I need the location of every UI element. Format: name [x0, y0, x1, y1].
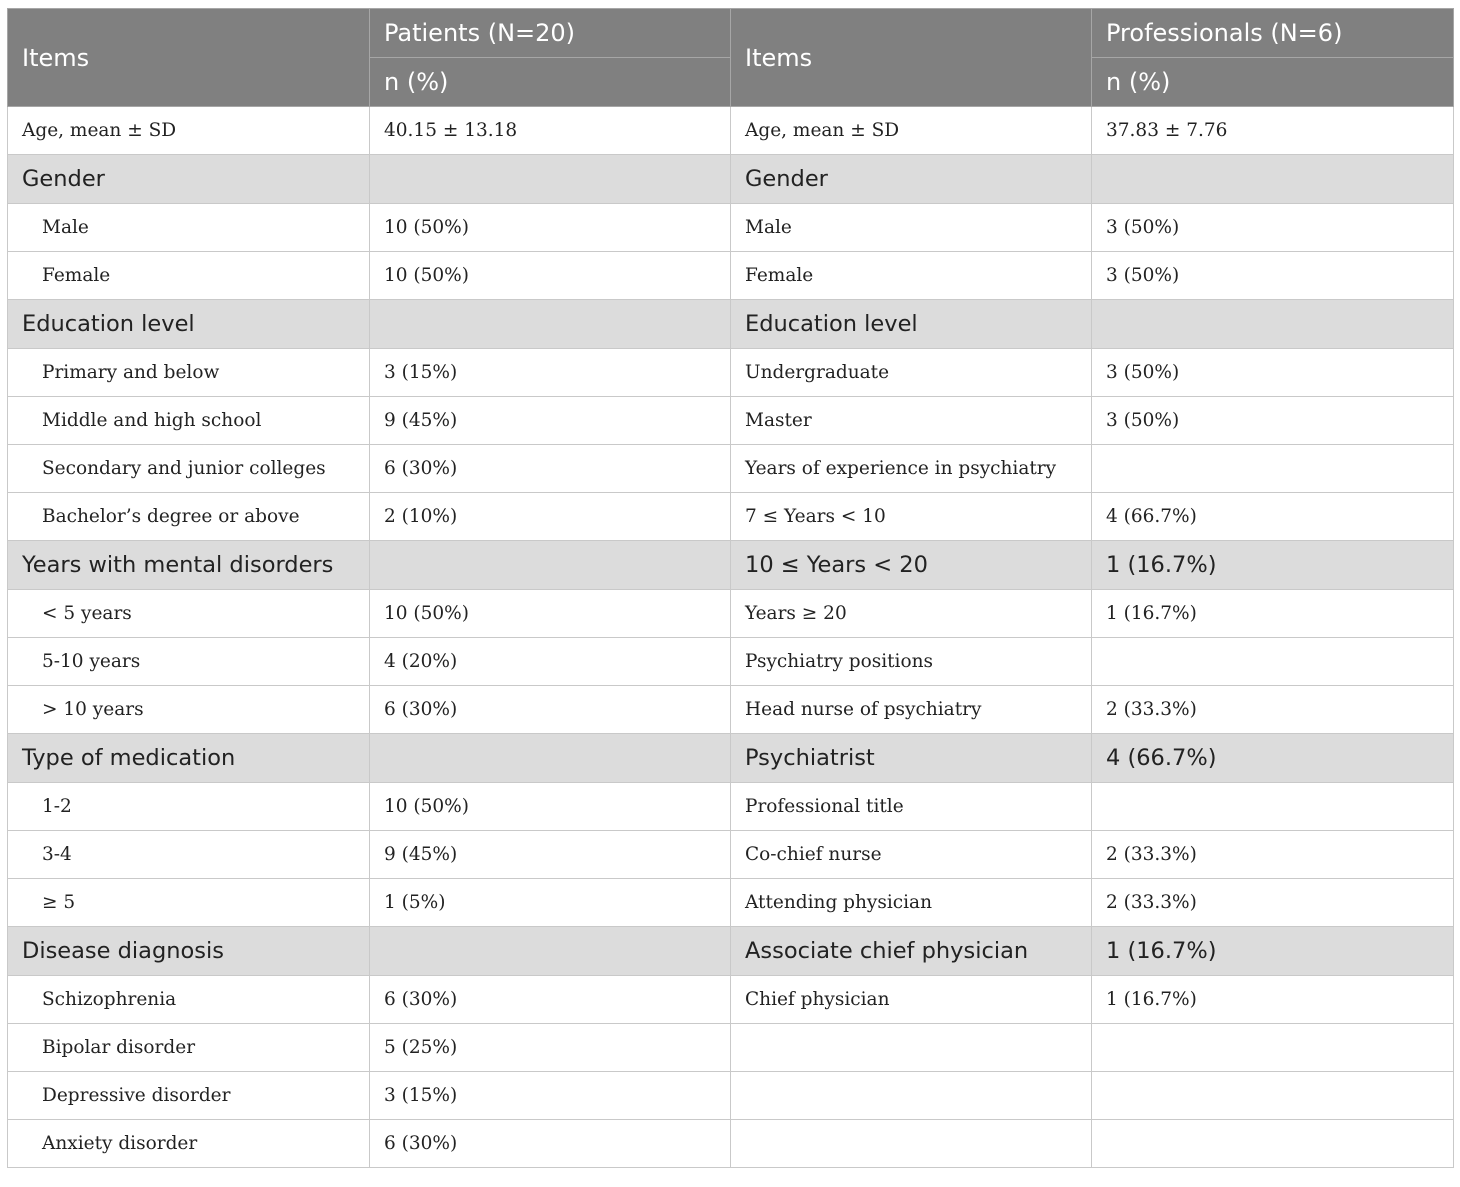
cell-patient-value [370, 155, 731, 204]
cell-professional-item: Age, mean ± SD [731, 107, 1092, 155]
cell-patient-item: Education level [8, 300, 370, 349]
cell-professional-item: Gender [731, 155, 1092, 204]
cell-professional-item [731, 1072, 1092, 1120]
cell-professional-value: 1 (16.7%) [1092, 541, 1454, 590]
cell-patient-item: ≥ 5 [8, 879, 370, 927]
cell-patient-item: 1-2 [8, 783, 370, 831]
cell-professional-value [1092, 445, 1454, 493]
cell-patient-value: 6 (30%) [370, 686, 731, 734]
table-row [8, 1120, 1454, 1168]
cell-patient-item: Years with mental disorders [8, 541, 370, 590]
cell-patient-value [370, 541, 731, 590]
cell-professional-value [1092, 1072, 1454, 1120]
table-row [8, 686, 1454, 734]
table-row [8, 1072, 1454, 1120]
cell-patient-value: 6 (30%) [370, 1120, 731, 1168]
cell-professional-value [1092, 1120, 1454, 1168]
header-professionals-n-pct: n (%) [1092, 58, 1454, 107]
cell-patient-item: Middle and high school [8, 397, 370, 445]
cell-patient-item: 3-4 [8, 831, 370, 879]
table-header [8, 9, 1454, 107]
cell-professional-value: 37.83 ± 7.76 [1092, 107, 1454, 155]
cell-patient-value: 6 (30%) [370, 976, 731, 1024]
table-row [8, 107, 1454, 155]
table-row [8, 252, 1454, 300]
cell-professional-item [731, 1120, 1092, 1168]
table-row-section [8, 734, 1454, 783]
cell-professional-item: Attending physician [731, 879, 1092, 927]
table-row [8, 976, 1454, 1024]
cell-patient-item: > 10 years [8, 686, 370, 734]
cell-patient-value: 10 (50%) [370, 590, 731, 638]
cell-patient-value: 10 (50%) [370, 252, 731, 300]
cell-professional-item: Male [731, 204, 1092, 252]
cell-professional-value: 3 (50%) [1092, 252, 1454, 300]
cell-patient-value: 9 (45%) [370, 397, 731, 445]
demographics-table [7, 8, 1454, 1168]
cell-patient-value: 3 (15%) [370, 1072, 731, 1120]
table-row [8, 638, 1454, 686]
table-row [8, 204, 1454, 252]
cell-patient-value: 1 (5%) [370, 879, 731, 927]
table-row [8, 831, 1454, 879]
cell-professional-value [1092, 638, 1454, 686]
cell-patient-item: Gender [8, 155, 370, 204]
table-row-section [8, 927, 1454, 976]
cell-patient-value: 2 (10%) [370, 493, 731, 541]
cell-professional-item: Undergraduate [731, 349, 1092, 397]
cell-patient-value: 3 (15%) [370, 349, 731, 397]
cell-professional-value [1092, 783, 1454, 831]
header-patients-n-pct: n (%) [370, 58, 731, 107]
header-items-professionals: Items [731, 9, 1092, 107]
cell-patient-value: 9 (45%) [370, 831, 731, 879]
cell-professional-item: Co-chief nurse [731, 831, 1092, 879]
cell-professional-item: Chief physician [731, 976, 1092, 1024]
table-row [8, 349, 1454, 397]
cell-professional-value [1092, 155, 1454, 204]
table-row [8, 1024, 1454, 1072]
table-body [8, 107, 1454, 1168]
cell-patient-value: 5 (25%) [370, 1024, 731, 1072]
cell-professional-value: 1 (16.7%) [1092, 927, 1454, 976]
cell-patient-item: Age, mean ± SD [8, 107, 370, 155]
table-row [8, 879, 1454, 927]
cell-professional-item: Years ≥ 20 [731, 590, 1092, 638]
cell-professional-value [1092, 300, 1454, 349]
cell-professional-item: Master [731, 397, 1092, 445]
cell-patient-item: Disease diagnosis [8, 927, 370, 976]
cell-patient-item: Bachelor’s degree or above [8, 493, 370, 541]
cell-professional-value: 2 (33.3%) [1092, 686, 1454, 734]
cell-professional-item: Psychiatrist [731, 734, 1092, 783]
cell-patient-item: Female [8, 252, 370, 300]
cell-professional-value: 4 (66.7%) [1092, 493, 1454, 541]
cell-patient-value: 10 (50%) [370, 783, 731, 831]
cell-professional-value [1092, 1024, 1454, 1072]
cell-patient-item: Secondary and junior colleges [8, 445, 370, 493]
cell-patient-item: 5-10 years [8, 638, 370, 686]
cell-professional-item: Professional title [731, 783, 1092, 831]
cell-professional-item: Female [731, 252, 1092, 300]
cell-professional-value: 3 (50%) [1092, 204, 1454, 252]
cell-patient-value: 10 (50%) [370, 204, 731, 252]
cell-patient-value [370, 300, 731, 349]
cell-patient-value: 40.15 ± 13.18 [370, 107, 731, 155]
cell-professional-value: 3 (50%) [1092, 397, 1454, 445]
cell-professional-item: 7 ≤ Years < 10 [731, 493, 1092, 541]
cell-professional-value: 2 (33.3%) [1092, 879, 1454, 927]
cell-patient-value [370, 927, 731, 976]
cell-professional-item: Psychiatry positions [731, 638, 1092, 686]
table-row-section [8, 300, 1454, 349]
cell-professional-value: 1 (16.7%) [1092, 976, 1454, 1024]
cell-professional-item [731, 1024, 1092, 1072]
cell-patient-item: < 5 years [8, 590, 370, 638]
cell-professional-value: 1 (16.7%) [1092, 590, 1454, 638]
header-professionals: Professionals (N=6) [1092, 9, 1454, 58]
cell-professional-value: 2 (33.3%) [1092, 831, 1454, 879]
cell-patient-value: 6 (30%) [370, 445, 731, 493]
cell-patient-value [370, 734, 731, 783]
header-patients: Patients (N=20) [370, 9, 731, 58]
cell-patient-item: Schizophrenia [8, 976, 370, 1024]
cell-patient-item: Anxiety disorder [8, 1120, 370, 1168]
cell-patient-item: Male [8, 204, 370, 252]
cell-professional-item: Associate chief physician [731, 927, 1092, 976]
cell-professional-value: 4 (66.7%) [1092, 734, 1454, 783]
table-row [8, 783, 1454, 831]
cell-patient-item: Depressive disorder [8, 1072, 370, 1120]
table-row [8, 590, 1454, 638]
cell-patient-item: Bipolar disorder [8, 1024, 370, 1072]
cell-professional-value: 3 (50%) [1092, 349, 1454, 397]
table-row-section [8, 155, 1454, 204]
cell-patient-item: Primary and below [8, 349, 370, 397]
cell-professional-item: Education level [731, 300, 1092, 349]
table-row [8, 397, 1454, 445]
table-row-section [8, 541, 1454, 590]
table-row [8, 493, 1454, 541]
cell-professional-item: Head nurse of psychiatry [731, 686, 1092, 734]
cell-patient-value: 4 (20%) [370, 638, 731, 686]
cell-professional-item: 10 ≤ Years < 20 [731, 541, 1092, 590]
cell-patient-item: Type of medication [8, 734, 370, 783]
header-items-patients: Items [8, 9, 370, 107]
cell-professional-item: Years of experience in psychiatry [731, 445, 1092, 493]
table-row [8, 445, 1454, 493]
